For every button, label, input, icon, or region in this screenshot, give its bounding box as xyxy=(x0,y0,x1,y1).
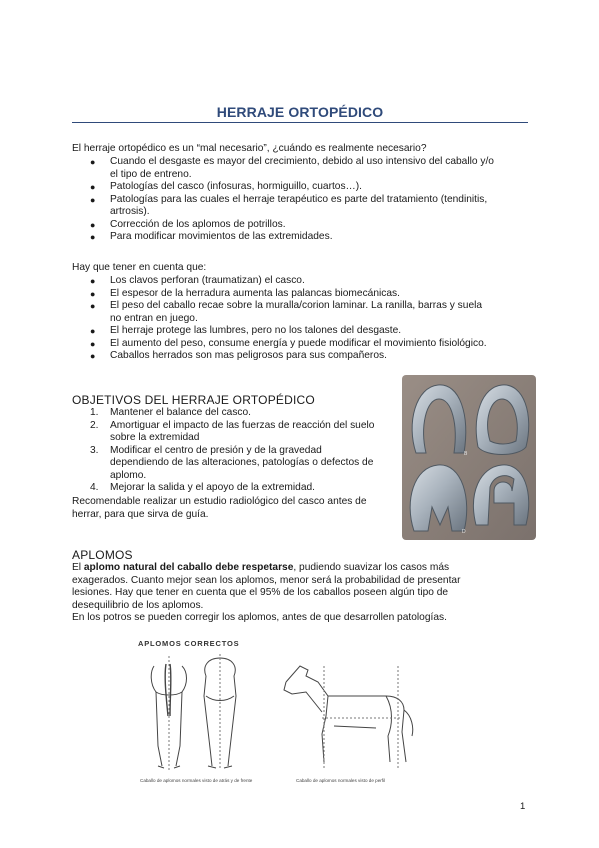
intro-item-text: Corrección de los aplomos de potrillos. xyxy=(110,218,286,230)
horseshoes-photo xyxy=(402,375,536,540)
intro-item xyxy=(72,156,532,181)
objectives-heading: OBJETIVOS DEL HERRAJE ORTOPÉDICO xyxy=(72,393,315,407)
consideration-item xyxy=(72,275,532,288)
objective-item xyxy=(72,420,392,445)
consideration-item xyxy=(72,350,532,363)
intro-item xyxy=(72,219,532,232)
photo-label-b: B xyxy=(464,451,468,457)
aplomos-illustration xyxy=(136,636,424,786)
rear-view-horse xyxy=(151,656,186,770)
consideration-item xyxy=(72,325,532,338)
intro-item xyxy=(72,194,532,219)
objective-item xyxy=(72,445,392,483)
consideration-item xyxy=(72,288,532,301)
aplomos-second-paragraph: En los potros se pueden corregir los aplomos, antes de que desarrollen patologías. xyxy=(72,612,447,623)
objective-text: Mejorar la salida y el apoyo de la extremidad. xyxy=(110,482,315,493)
figure-title: APLOMOS CORRECTOS xyxy=(138,639,240,648)
consideration-item-text: El espesor de la herradura aumenta las palancas biomecánicas. xyxy=(110,287,400,299)
intro-question: El herraje ortopédico es un “mal necesario”, ¿cuándo es realmente necesario? xyxy=(72,143,427,154)
objective-text: Amortiguar el impacto de las fuerzas de reacción del suelo xyxy=(110,419,375,431)
bullet-icon: ● xyxy=(90,288,96,299)
aplomos-line-4: desequilibrio de los aplomos. xyxy=(72,599,204,611)
front-view-horse xyxy=(204,654,236,770)
bullet-icon: ● xyxy=(90,326,96,336)
objective-text: Mantener el balance del casco. xyxy=(110,407,252,418)
objective-item xyxy=(72,407,392,420)
aplomos-bold-phrase: aplomo natural del caballo debe respetarse xyxy=(83,562,294,573)
bullet-icon: ● xyxy=(90,232,96,242)
objective-text: Modificar el centro de presión y de la gravedad xyxy=(110,444,322,456)
consideration-item-text: no entran en juego. xyxy=(110,312,198,324)
aplomos-line-1: , pudiendo suavizar los casos más xyxy=(293,562,450,573)
intro-item-text: artrosis). xyxy=(110,206,150,217)
objective-text: dependiendo de las alteraciones, patologías o defectos de xyxy=(110,457,374,468)
bullet-icon: ● xyxy=(90,182,96,192)
intro-item xyxy=(72,231,532,244)
objectives-note xyxy=(72,496,397,521)
intro-item-text: Para modificar movimientos de las extremidades. xyxy=(110,231,333,242)
consideration-item-text: Caballos herrados son mas peligrosos para sus compañeros. xyxy=(110,350,387,361)
objective-item xyxy=(72,482,392,495)
aplomos-figure xyxy=(136,636,424,786)
bullet-icon: ● xyxy=(90,194,96,205)
consideration-item-text: El aumento del peso, consume energía y puede modificar el movimiento fisiológico. xyxy=(110,337,487,349)
intro-item-text: Patologías del casco (infosuras, hormiguillo, cuartos…). xyxy=(110,181,362,192)
page-title: HERRAJE ORTOPÉDICO xyxy=(216,104,384,120)
considerations-bullet-list xyxy=(72,275,532,363)
consideration-item-text: El herraje protege las lumbres, pero no los talones del desgaste. xyxy=(110,325,402,336)
bullet-icon: ● xyxy=(90,276,96,286)
objectives-note-line-1: Recomendable realizar un estudio radiológico del casco antes de xyxy=(72,496,367,507)
consideration-item-text: Los clavos perforan (traumatizan) el casco. xyxy=(110,275,305,286)
consideration-item xyxy=(72,338,532,351)
bullet-icon: ● xyxy=(90,157,96,167)
objective-text: aplomo. xyxy=(110,469,147,481)
intro-item xyxy=(72,181,532,194)
bullet-icon: ● xyxy=(90,351,96,361)
objectives-note-line-2: herrar, para que sirva de guía. xyxy=(72,508,209,520)
objectives-numbered-list xyxy=(72,407,392,495)
bullet-icon: ● xyxy=(90,338,96,349)
objective-number: 2. xyxy=(90,419,99,431)
intro-bullet-list xyxy=(72,156,532,244)
consideration-item-text: El peso del caballo recae sobre la muralla/corion laminar. La ranilla, barras y suela xyxy=(110,300,483,311)
profile-view-horse xyxy=(284,666,413,770)
photo-label-d: D xyxy=(462,529,466,535)
objective-number: 1. xyxy=(90,407,99,418)
consideration-item xyxy=(72,300,532,325)
aplomos-line-3: lesiones. Hay que tener en cuenta que el 95% de los caballos poseen algún tipo de xyxy=(72,587,449,598)
objective-number: 4. xyxy=(90,482,99,493)
aplomos-heading: APLOMOS xyxy=(72,548,133,562)
aplomos-line-2: exagerados. Cuanto mejor sean los aplomos, menor será la probabilidad de presentar xyxy=(72,574,461,586)
aplomos-paragraph xyxy=(72,562,528,612)
intro-item-text: Patologías para las cuales el herraje terapéutico es parte del tratamiento (tendinitis, xyxy=(110,193,488,205)
bullet-icon: ● xyxy=(90,219,96,230)
aplomos-prefix: El xyxy=(72,562,84,573)
title-underline xyxy=(72,122,528,123)
page-number: 1 xyxy=(520,801,526,812)
objective-text: sobre la extremidad xyxy=(110,432,200,443)
objective-number: 3. xyxy=(90,444,99,456)
bullet-icon: ● xyxy=(90,301,96,311)
horseshoes-illustration xyxy=(402,375,536,540)
considerations-lead: Hay que tener en cuenta que: xyxy=(72,262,207,273)
figure-caption-left: Caballo de aplomos normales visto de atrás y de frente xyxy=(140,778,253,783)
intro-item-text: el tipo de entreno. xyxy=(110,168,192,180)
figure-caption-right: Caballo de aplomos normales visto de perfil xyxy=(296,778,386,783)
intro-item-text: Cuando el desgaste es mayor del crecimiento, debido al uso intensivo del caballo y/o xyxy=(110,156,494,167)
